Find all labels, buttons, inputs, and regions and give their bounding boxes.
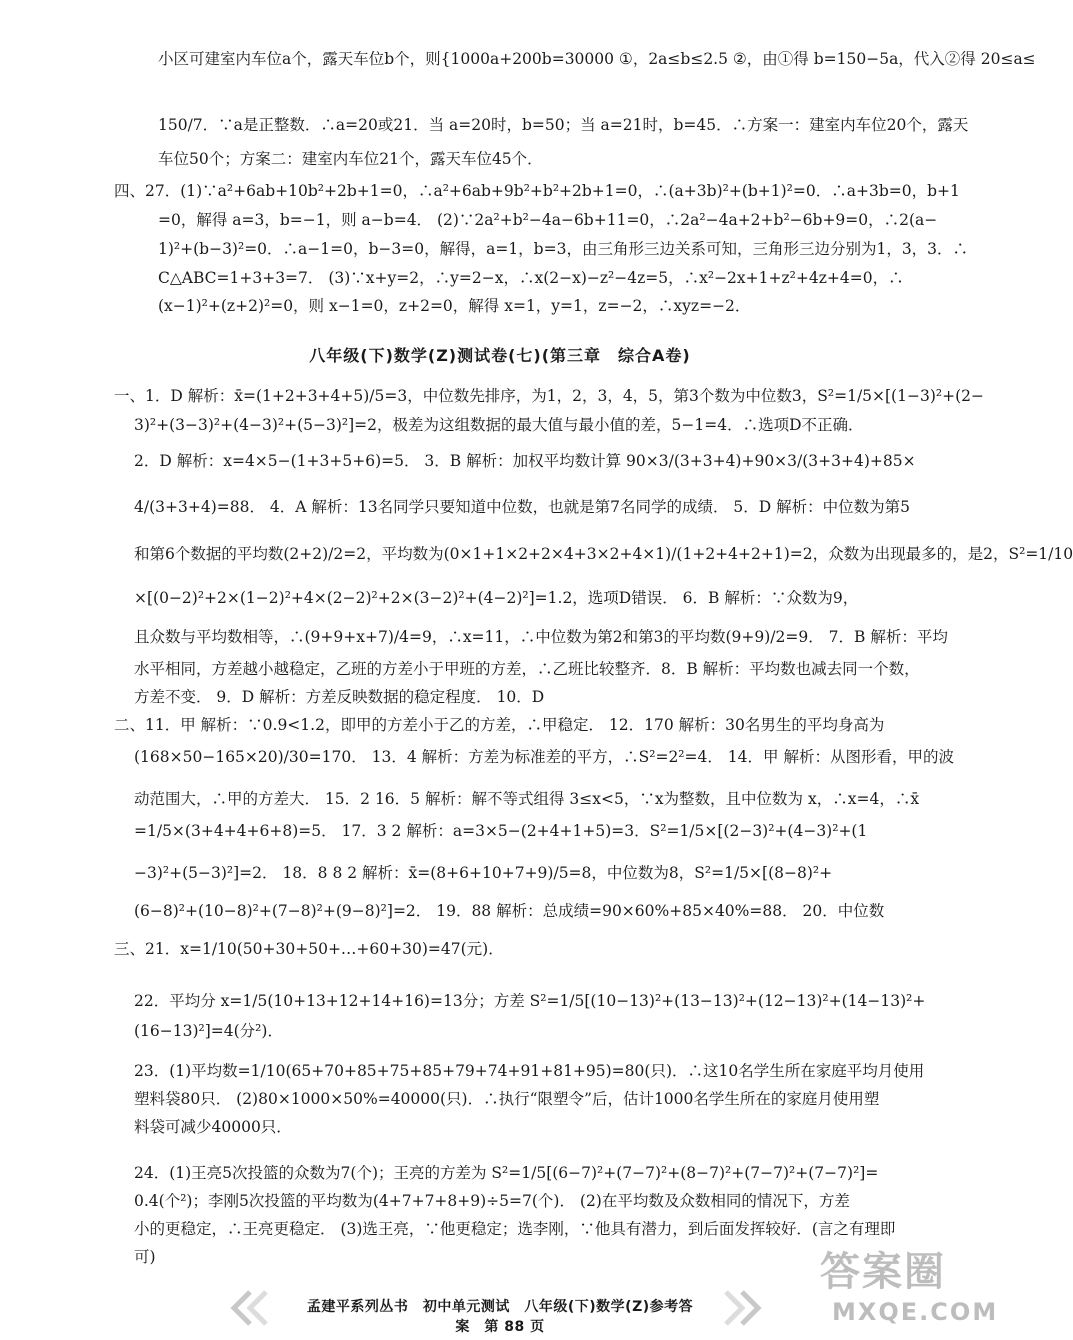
watermark-top-text: 答案圈 [820,1249,946,1295]
text-line: 三、21．x=1/10(50+30+50+…+60+30)=47(元)． [114,940,504,958]
text-line: (6−8)²+(10−8)²+(7−8)²+(9−8)²]=2． 19．88 解析：总成绩=90×60%+85×40%=88． 20．中位数 [134,902,885,920]
text-line: 和第6个数据的平均数(2+2)/2=2，平均数为(0×1+1×2+2×4+3×2+4×1)/(1+2+4+2+1)=2，众数为出现最多的，是2，S²=1/10 [134,545,1073,563]
text-line: ×[(0−2)²+2×(1−2)²+4×(2−2)²+2×(3−2)²+(4−2)²]=1.2，选项D错误． 6．B 解析：∵众数为9， [134,589,859,607]
text-line: 150/7．∵a是正整数．∴a=20或21．当 a=20时，b=50；当 a=21时，b=45．∴方案一：建室内车位20个，露天 [158,116,969,134]
text-line: =0，解得 a=3，b=−1，则 a−b=4． (2)∵2a²+b²−4a−6b+11=0，∴2a²−4a+2+b²−6b+9=0，∴2(a− [158,211,938,229]
footer-text: 孟建平系列丛书 初中单元测试 八年级(下)数学(Z)参考答案 第 88 页 [306,1299,694,1335]
chevron-right-icon [720,1288,764,1328]
text-line: 车位50个；方案二：建室内车位21个，露天车位45个． [158,150,543,168]
text-line: 4/(3+3+4)=88． 4．A 解析：13名同学只要知道中位数，也就是第7名同学的成绩． 5．D 解析：中位数为第5 [134,498,910,516]
text-line: 24．(1)王亮5次投篮的众数为7(个)；王亮的方差为 S²=1/5[(6−7)²+(7−7)²+(8−7)²+(7−7)²+(7−7)²]= [134,1164,879,1182]
text-line: 23．(1)平均数=1/10(65+70+85+75+85+79+74+91+81+95)=80(只)．∴这10名学生所在家庭平均月使用 [134,1062,925,1080]
text-line: 22．平均分 x=1/5(10+13+12+14+16)=13分；方差 S²=1/5[(10−13)²+(13−13)²+(12−13)²+(14−13)²+ [134,992,926,1010]
text-line: 动范围大，∴甲的方差大． 15．2 16．5 解析：解不等式组得 3≤x<5，∵x为整数，且中位数为 x，∴x=4，∴x̄ [134,790,920,808]
text-line: 小的更稳定，∴王亮更稳定． (3)选王亮，∵他更稳定；选李刚，∵他具有潜力，到后面发挥较好．(言之有理即 [134,1220,896,1238]
text-line: 且众数与平均数相等，∴(9+9+x+7)/4=9，∴x=11，∴中位数为第2和第3的平均数(9+9)/2=9． 7．B 解析：平均 [134,628,948,646]
text-line: C△ABC=1+3+3=7． (3)∵x+y=2，∴y=2−x，∴x(2−x)−z²−4z=5，∴x²−2x+1+z²+4z+4=0，∴ [158,269,904,287]
text-line: 2．D 解析：x=4×5−(1+3+5+6)=5． 3．B 解析：加权平均数计算 90×3/(3+3+4)+90×3/(3+3+4)+85× [134,452,916,470]
text-line: 一、1．D 解析：x̄=(1+2+3+4+5)/5=3，中位数先排序，为1，2，3，4，5，第3个数为中位数3，S²=1/5×[(1−3)²+(2− [114,387,984,405]
watermark-bottom-text: MXQE.COM [832,1298,999,1326]
text-line: 四、27．(1)∵a²+6ab+10b²+2b+1=0，∴a²+6ab+9b²+b²+2b+1=0，∴(a+3b)²+(b+1)²=0．∴a+3b=0，b+1 [114,182,960,200]
text-line: 3)²+(3−3)²+(4−3)²+(5−3)²]=2，极差为这组数据的最大值与最小值的差，5−1=4．∴选项D不正确． [134,416,864,434]
text-line: 可) [134,1248,156,1266]
text-line: 方差不变． 9．D 解析：方差反映数据的稳定程度． 10．D [134,688,545,706]
text-line: 水平相同，方差越小越稳定，乙班的方差小于甲班的方差，∴乙班比较整齐．8．B 解析：平均数也减去同一个数， [134,660,920,678]
text-line: 1)²+(b−3)²=0．∴a−1=0，b−3=0，解得，a=1，b=3，由三角形三边关系可知，三角形三边分别为1，3，3．∴ [158,240,969,258]
text-line: 小区可建室内车位a个，露天车位b个，则{1000a+200b=30000 ①，2a≤b≤2.5 ②，由①得 b=150−5a，代入②得 20≤a≤ [158,50,1036,68]
text-line: (x−1)²+(z+2)²=0，则 x−1=0，z+2=0，解得 x=1，y=1，z=−2，∴xyz=−2． [158,297,751,315]
text-line: (16−13)²]=4(分²)． [134,1022,283,1040]
watermark-logo [806,1240,999,1336]
text-line: (168×50−165×20)/30=170． 13．4 解析：方差为标准差的平方，∴S²=2²=4． 14．甲 解析：从图形看，甲的波 [134,748,954,766]
text-line: 料袋可减少40000只． [134,1118,292,1136]
text-line: 塑料袋80只． (2)80×1000×50%=40000(只)．∴执行“限塑令”后，估计1000名学生所在的家庭月使用塑 [134,1090,880,1108]
text-line: 二、11．甲 解析：∵0.9<1.2，即甲的方差小于乙的方差，∴甲稳定． 12．170 解析：30名男生的平均身高为 [114,716,885,734]
chevron-left-icon [228,1288,272,1328]
text-line: 0.4(个²)；李刚5次投篮的平均数为(4+7+7+8+9)÷5=7(个)． (2)在平均数及众数相同的情况下，方差 [134,1192,850,1210]
text-line: −3)²+(5−3)²]=2． 18．8 8 2 解析：x̄=(8+6+10+7+9)/5=8，中位数为8，S²=1/5×[(8−8)²+ [134,864,833,882]
text-line: =1/5×(3+4+4+6+8)=5． 17．3 2 解析：a=3×5−(2+4+1+5)=3．S²=1/5×[(2−3)²+(4−3)²+(1 [134,822,868,840]
section-title: 八年级(下)数学(Z)测试卷(七)(第三章 综合A卷) [309,346,691,365]
